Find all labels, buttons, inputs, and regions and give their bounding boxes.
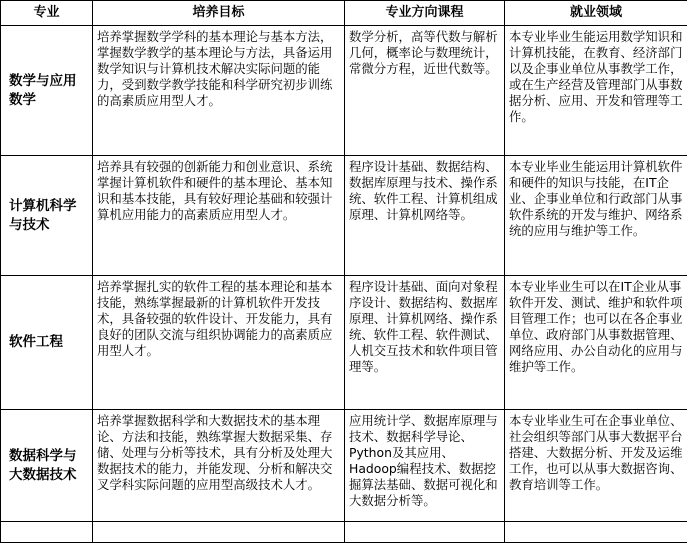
empty-cell xyxy=(1,522,93,543)
major-name: 计算机科学与技术 xyxy=(1,156,93,276)
empty-cell xyxy=(505,522,687,543)
training-goal: 培养掌握扎实的软件工程的基本理论和基本技能，熟练掌握最新的计算机软件开发技术，具备较强的软件设计、开发能力，具有良好的团队交流与组织协调能力的高素质应用型人才。 xyxy=(93,276,345,410)
table-row xyxy=(1,26,687,156)
training-goal: 培养掌握数学学科的基本理论与基本方法，掌握数学教学的基本理论与方法，具备运用数学知识与计算机技术解决实际问题的能力，受到数学教学技能和科学研究初步训练的高素质应用型人才。 xyxy=(93,26,345,156)
direction-courses: 程序设计基础、数据结构、数据库原理与技术、操作系统、软件工程、计算机组成原理、计算机网络等。 xyxy=(345,156,505,276)
empty-cell xyxy=(345,522,505,543)
table-row xyxy=(1,156,687,276)
training-goal: 培养掌握数据科学和大数据技术的基本理论、方法和技能，熟练掌握大数据采集、存储、处理与分析等技术，具有分析及处理大数据技术的能力，并能发现、分析和解决交叉学科实际问题的应用型高级技术人才。 xyxy=(93,410,345,522)
header-employment: 就业领域 xyxy=(505,1,687,26)
training-goal: 培养具有较强的创新能力和创业意识、系统掌握计算机软件和硬件的基本理论、基本知识和基本技能，具有较好理论基础和较强计算机应用能力的高素质应用型人才。 xyxy=(93,156,345,276)
major-name: 软件工程 xyxy=(1,276,93,410)
table-row xyxy=(1,276,687,410)
table-row xyxy=(1,410,687,522)
header-major: 专业 xyxy=(1,1,93,26)
major-name: 数据科学与大数据技术 xyxy=(1,410,93,522)
major-name: 数学与应用数学 xyxy=(1,26,93,156)
employment-field: 本专业毕业生能运用计算机软件和硬件的知识与技能，在IT企业、企事业单位和行政部门从事软件系统的开发与维护、网络系统的应用与维护等工作。 xyxy=(505,156,687,276)
header-goal: 培养目标 xyxy=(93,1,345,26)
table-row-partial xyxy=(1,522,687,543)
header-courses: 专业方向课程 xyxy=(345,1,505,26)
employment-field: 本专业毕业生能运用数学知识和计算机技能，在教育、经济部门以及企事业单位从事教学工作，或在生产经营及管理部门从事数据分析、应用、开发和管理等工作。 xyxy=(505,26,687,156)
direction-courses: 应用统计学、数据库原理与技术、数据科学导论、Python及其应用、Hadoop编程技术、数据挖掘算法基础、数据可视化和大数据分析等。 xyxy=(345,410,505,522)
employment-field: 本专业毕业生可以在IT企业从事软件开发、测试、维护和软件项目管理工作；也可以在各企事业单位、政府部门从事数据管理、网络应用、办公自动化的应用与维护等工作。 xyxy=(505,276,687,410)
direction-courses: 数学分析，高等代数与解析几何，概率论与数理统计，常微分方程，近世代数等。 xyxy=(345,26,505,156)
direction-courses: 程序设计基础、面向对象程序设计、数据结构、数据库原理、计算机网络、操作系统、软件工程、软件测试、人机交互技术和软件项目管理等。 xyxy=(345,276,505,410)
employment-field: 本专业毕业生可在企事业单位、社会组织等部门从事大数据平台搭建、大数据分析、开发及运维工作，也可以从事大数据咨询、教育培训等工作。 xyxy=(505,410,687,522)
table-header-row xyxy=(1,1,687,26)
empty-cell xyxy=(93,522,345,543)
